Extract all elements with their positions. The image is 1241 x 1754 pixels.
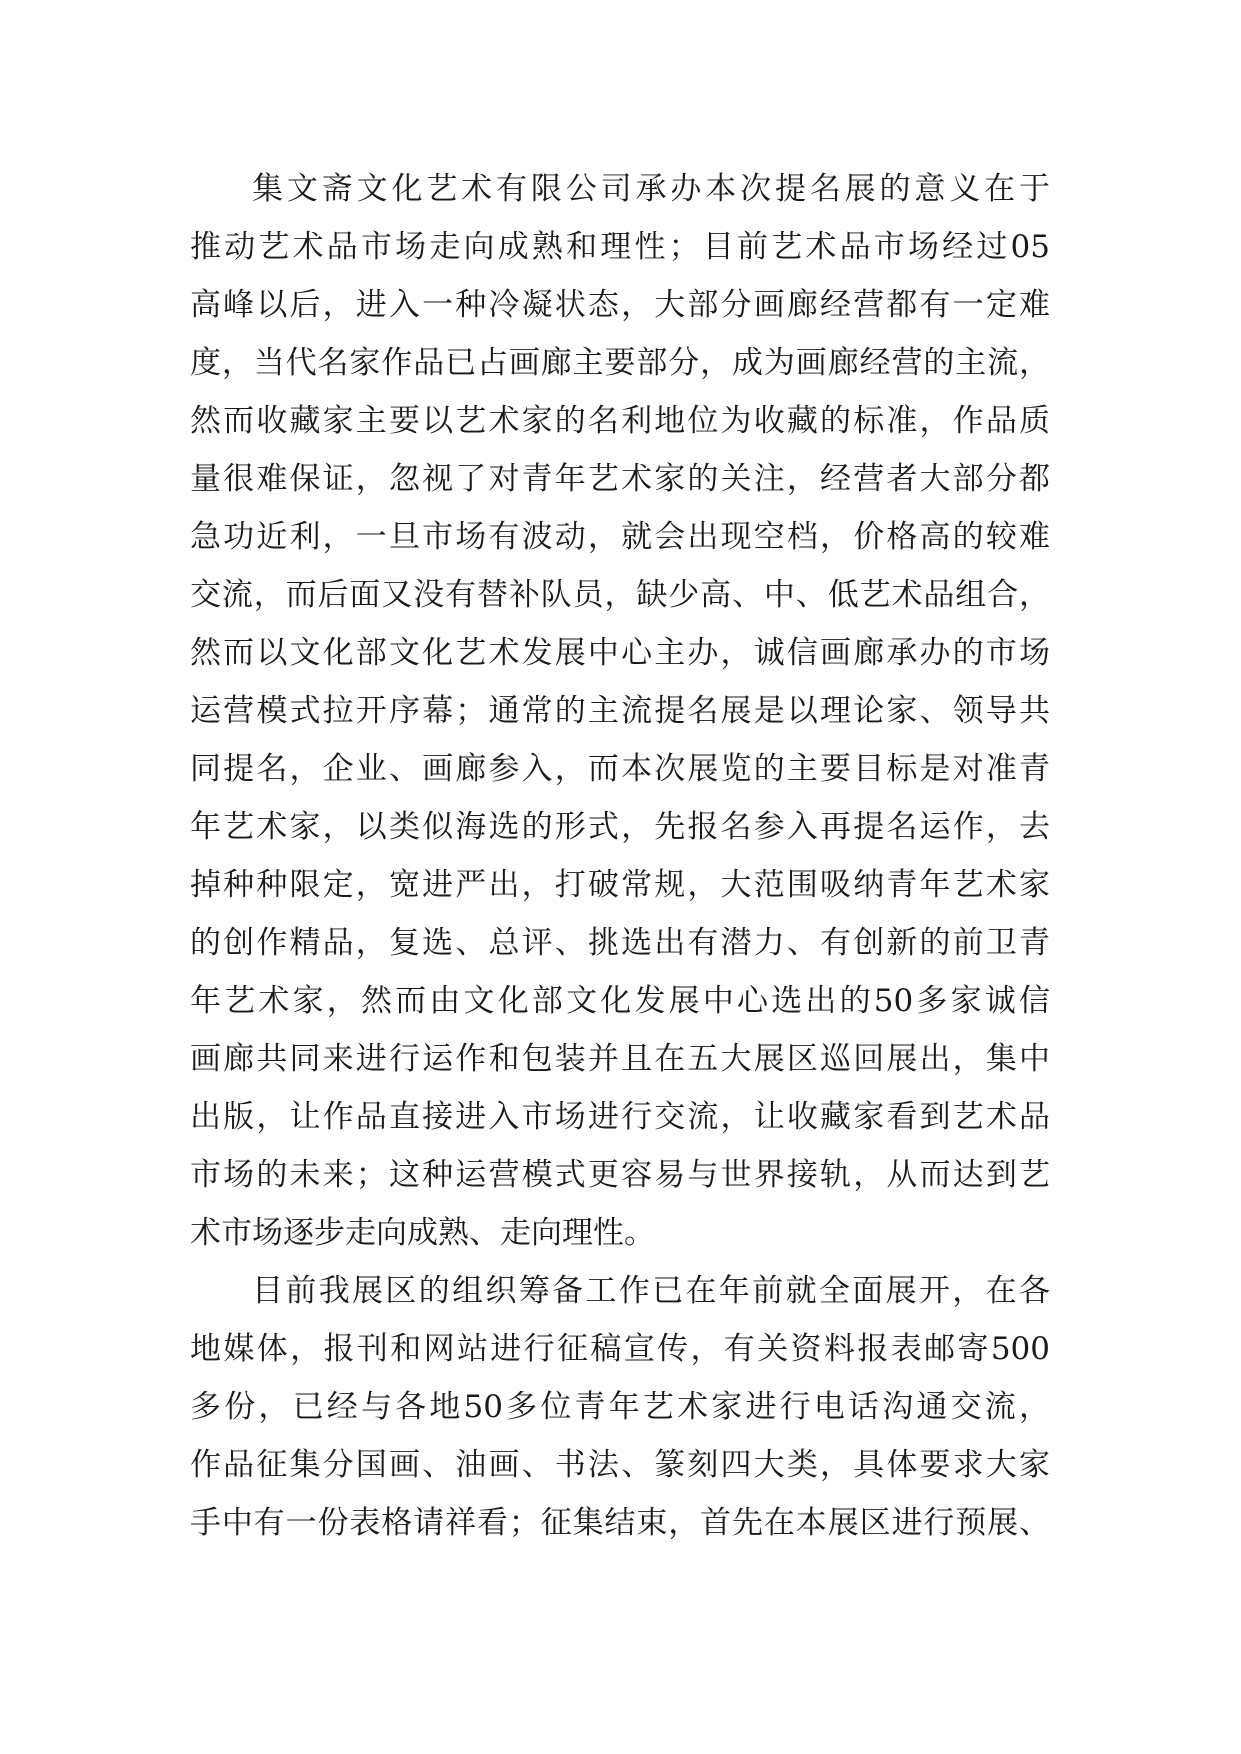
paragraph-2 [190,1262,1050,1552]
text-line: 然而以文化部文化艺术发展中心主办，诚信画廊承办的市场 [190,635,1050,671]
text-line: 画廊共同来进行运作和包装并且在五大展区巡回展出，集中 [190,1041,1050,1077]
text-line: 运营模式拉开序幕；通常的主流提名展是以理论家、领导共 [190,693,1050,729]
paragraph-1 [190,160,1050,1262]
text-line: 术市场逐步走向成熟、走向理性。 [190,1215,655,1251]
text-line: 掉种种限定，宽进严出，打破常规，大范围吸纳青年艺术家 [190,867,1050,903]
text-line: 年艺术家，以类似海选的形式，先报名参入再提名运作，去 [190,809,1050,845]
text-line: 目前我展区的组织筹备工作已在年前就全面展开，在各 [252,1273,1050,1309]
text-line: 出版，让作品直接进入市场进行交流，让收藏家看到艺术品 [190,1099,1050,1135]
text-line: 度，当代名家作品已占画廊主要部分，成为画廊经营的主流， [190,345,1050,381]
text-line: 作品征集分国画、油画、书法、篆刻四大类，具体要求大家 [190,1447,1050,1483]
text-line: 推动艺术品市场走向成熟和理性；目前艺术品市场经过05 [190,229,1050,265]
text-line: 交流，而后面又没有替补队员，缺少高、中、低艺术品组合， [190,577,1050,613]
body-text [190,160,1050,1552]
text-line: 市场的未来；这种运营模式更容易与世界接轨，从而达到艺 [190,1157,1050,1193]
text-line: 的创作精品，复选、总评、挑选出有潜力、有创新的前卫青 [190,925,1050,961]
text-line: 地媒体，报刊和网站进行征稿宣传，有关资料报表邮寄500 [190,1331,1050,1367]
text-line: 多份，已经与各地50多位青年艺术家进行电话沟通交流， [190,1389,1050,1425]
text-line: 同提名，企业、画廊参入，而本次展览的主要目标是对准青 [190,751,1050,787]
text-line: 年艺术家，然而由文化部文化发展中心选出的50多家诚信 [190,983,1050,1019]
text-line: 然而收藏家主要以艺术家的名利地位为收藏的标准，作品质 [190,403,1050,439]
text-line: 高峰以后，进入一种冷凝状态，大部分画廊经营都有一定难 [190,287,1050,323]
text-line: 急功近利，一旦市场有波动，就会出现空档，价格高的较难 [190,519,1050,555]
text-line: 集文斋文化艺术有限公司承办本次提名展的意义在于 [252,171,1050,207]
text-line: 手中有一份表格请祥看；征集结束，首先在本展区进行预展、 [190,1505,1050,1541]
text-line: 量很难保证，忽视了对青年艺术家的关注，经营者大部分都 [190,461,1050,497]
